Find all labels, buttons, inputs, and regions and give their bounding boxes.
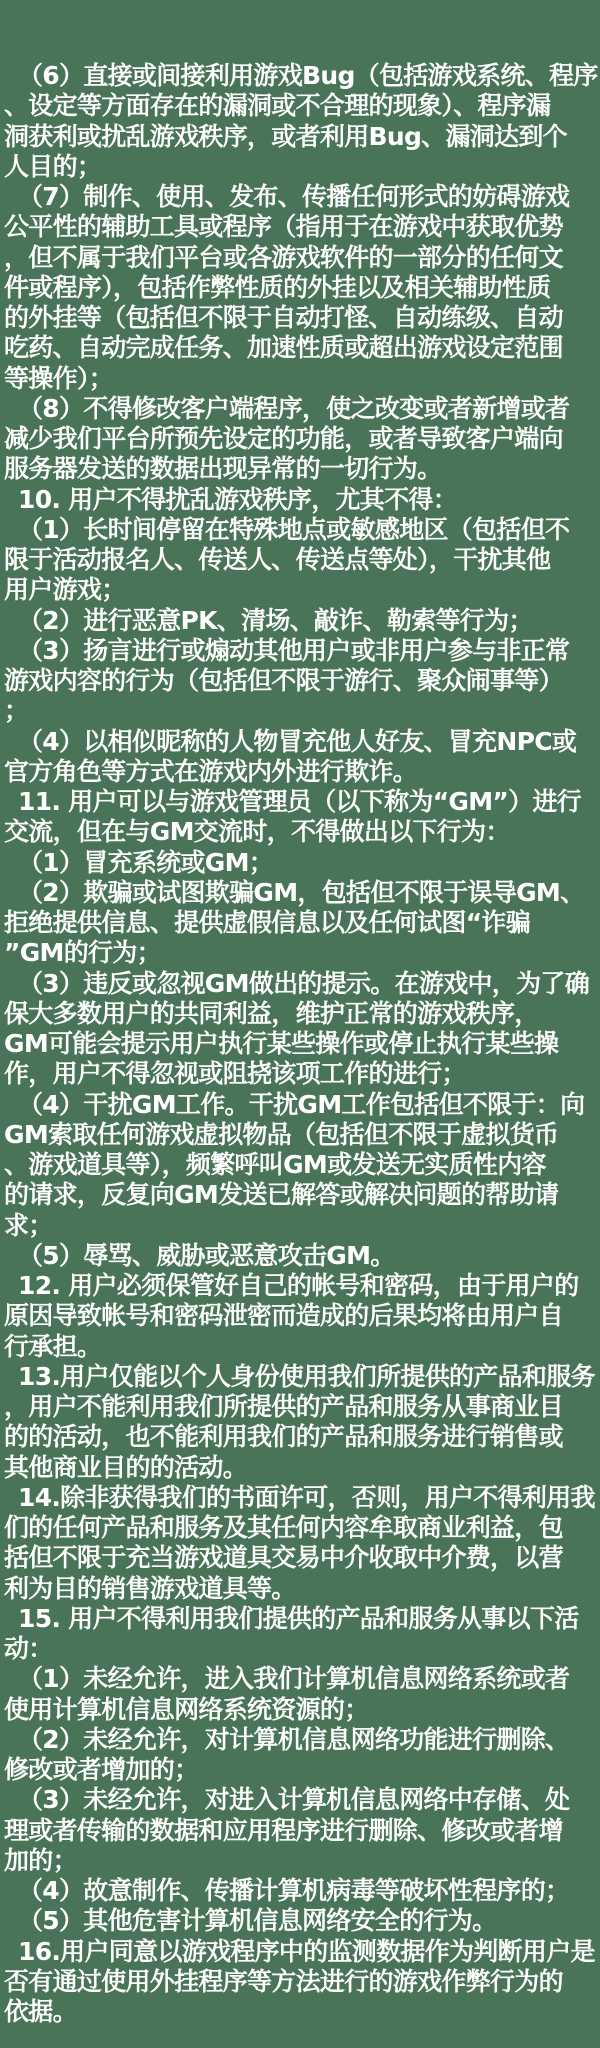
terms-line: （1）未经允许，进入我们计算机信息网络系统或者 [18,1664,570,1694]
terms-line: 减少我们平台所预先设定的功能，或者导致客户端向 [4,424,563,453]
terms-line: （2）欺骗或试图欺骗GM，包括但不限于误导GM、 [18,877,585,907]
terms-line: GM索取任何游戏虚拟物品（包括但不限于虚拟货币 [4,1119,559,1149]
terms-line: 等操作）； [4,363,114,393]
terms-line: 公平性的辅助工具或程序（指用于在游戏中获取优势 [4,212,563,242]
terms-line: 交流，但在与GM交流时，不得做出以下行为： [4,817,510,847]
terms-line: （4）干扰GM工作。干扰GM工作包括但不限于：向 [18,1089,585,1119]
terms-line: 否有通过使用外挂程序等方法进行的游戏作弊行为的 [4,1966,563,1996]
terms-line: GM可能会提示用户执行某些操作或停止执行某些操 [4,1029,559,1058]
terms-line: 保大多数用户的共同利益，维护正常的游戏秩序， [4,998,539,1028]
terms-line: 16.用户同意以游戏程序中的监测数据作为判断用户是 [18,1936,595,1966]
terms-line: （7）制作、使用、发布、传播任何形式的妨碍游戏 [18,182,570,211]
terms-line: 使用计算机信息网络系统资源的； [4,1694,369,1724]
terms-line: （2）未经允许，对计算机信息网络功能进行删除、 [18,1724,570,1754]
terms-line: 游戏内容的行为（包括但不限于游行、聚众闹事等） [4,666,563,695]
terms-line: 、游戏道具等），频繁呼叫GM或发送无实质性内容 [4,1150,546,1179]
terms-line: （5）其他危害计算机信息网络安全的行为。 [18,1906,497,1936]
terms-line: 13.用户仅能以个人身份使用我们所提供的产品和服务 [18,1361,595,1391]
terms-line: ； [4,696,29,726]
terms-line: 拒绝提供信息、提供虚假信息以及任何试图“诈骗 [4,908,531,937]
terms-line: 10. 用户不得扰乱游戏秩序，尤其不得： [18,484,457,514]
terms-line: 动： [4,1634,53,1663]
terms-line: （3）扬言进行或煽动其他用户或非用户参与非正常 [18,635,570,665]
terms-line: ，但不属于我们平台或各游戏软件的一部分的任何文 [4,242,563,272]
terms-line: 官方角色等方式在游戏内外进行欺诈。 [4,756,418,786]
terms-line: 原因导致帐号和密码泄密而造成的后果均将由用户自 [4,1301,563,1331]
terms-line: （3）未经允许，对进入计算机信息网络中存储、处 [18,1785,570,1815]
terms-line: 求； [4,1210,53,1240]
terms-line: 们的任何产品和服务及其任何内容牟取商业利益，包 [4,1513,563,1542]
terms-line: 服务器发送的数据出现异常的一切行为。 [4,454,442,484]
terms-line: ”GM的行为； [4,938,161,968]
terms-line: 理或者传输的数据和应用程序进行删除、修改或者增 [4,1815,563,1845]
terms-line: 件或程序），包括作弊性质的外挂以及相关辅助性质 [4,272,551,302]
terms-line: 括但不限于充当游戏道具交易中介收取中介费，以营 [4,1543,563,1573]
terms-line: 加的； [4,1845,77,1875]
terms-line: 14.除非获得我们的书面许可，否则，用户不得利用我 [18,1482,595,1512]
terms-line: （3）违反或忽视GM做出的提示。在游戏中，为了确 [18,968,589,998]
terms-line: 的外挂等（包括但不限于自动打怪、自动练级、自动 [4,303,563,332]
terms-line: （5）辱骂、威胁或恶意攻击GM。 [18,1240,395,1270]
terms-line: （1）长时间停留在特殊地点或敏感地区（包括但不 [18,514,570,544]
terms-line: 吃药、自动完成任务、加速性质或超出游戏设定范围 [4,333,563,363]
terms-line: （4）以相似昵称的人物冒充他人好友、冒充NPC或 [18,726,577,756]
terms-line: 12. 用户必须保管好自己的帐号和密码，由于用户的 [18,1271,579,1300]
terms-line: 行承担。 [4,1331,102,1361]
terms-line: （4）故意制作、传播计算机病毒等破坏性程序的； [18,1876,570,1905]
terms-line: 15. 用户不得利用我们提供的产品和服务从事以下活 [18,1603,579,1633]
terms-line: 限于活动报名人、传送人、传送点等处），干扰其他 [4,545,551,574]
terms-line: （2）进行恶意PK、清场、敲诈、勒索等行为； [18,605,533,635]
terms-line: （8）不得修改客户端程序，使之改变或者新增或者 [18,393,570,423]
terms-line: （6）直接或间接利用游戏Bug（包括游戏系统、程序 [18,61,598,90]
terms-line: 的的活动，也不能利用我们的产品和服务进行销售或 [4,1422,563,1452]
terms-line: 用户游戏； [4,575,126,605]
terms-line: 依据。 [4,1997,77,2026]
terms-line: 的请求，反复向GM发送已解答或解决问题的帮助请 [4,1180,559,1210]
terms-line: （1）冒充系统或GM； [18,847,274,877]
terms-line: 其他商业目的的活动。 [4,1452,248,1482]
terms-line: 、设定等方面存在的漏洞或不合理的现象）、程序漏 [4,91,551,121]
terms-line: 人目的； [4,151,102,181]
terms-line: 修改或者增加的； [4,1755,199,1784]
terms-line: 11. 用户可以与游戏管理员（以下称为“GM”）进行 [18,787,582,816]
terms-line: 洞获利或扰乱游戏秩序，或者利用Bug、漏洞达到个 [4,121,567,151]
terms-line: 作，用户不得忽视或阻挠该项工作的进行； [4,1059,466,1089]
terms-line: 利为目的销售游戏道具等。 [4,1573,296,1603]
terms-text-block [4,61,600,2027]
terms-line: ，用户不能利用我们所提供的产品和服务从事商业目 [4,1392,563,1421]
